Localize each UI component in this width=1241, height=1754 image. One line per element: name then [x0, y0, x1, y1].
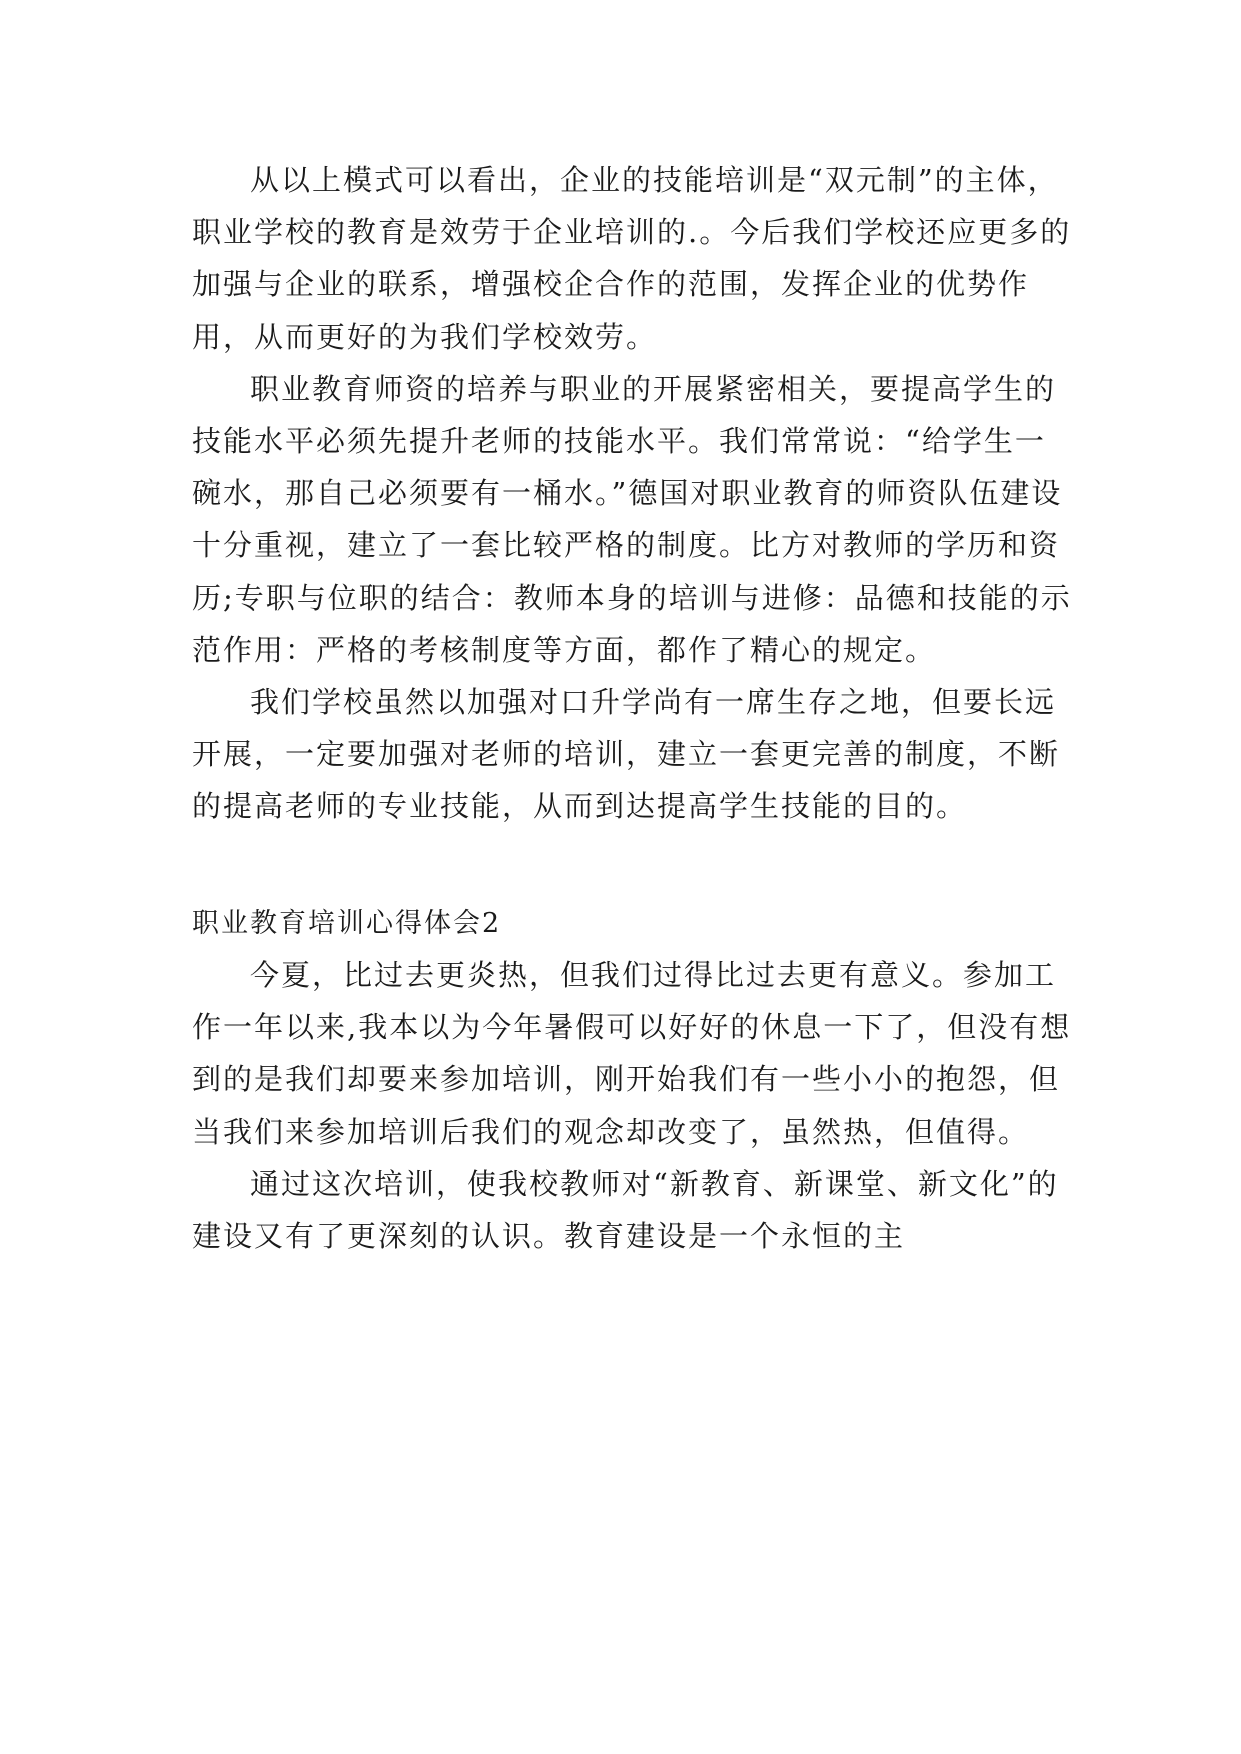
paragraph: 从以上模式可以看出，企业的技能培训是“双元制”的主体，职业学校的教育是效劳于企业培训的.。今后我们学校还应更多的加强与企业的联系，增强校企合作的范围，发挥企业的优势作用，从而更好的为我们学校效劳。	[192, 163, 1072, 354]
paragraph: 通过这次培训，使我校教师对“新教育、新课堂、新文化”的建设又有了更深刻的认识。教育建设是一个永恒的主	[192, 1166, 1059, 1253]
section-1	[192, 154, 1072, 832]
section-2	[192, 900, 1072, 1262]
paragraph: 我们学校虽然以加强对口升学尚有一席生存之地，但要长远开展，一定要加强对老师的培训，建立一套更完善的制度，不断的提高老师的专业技能，从而到达提高学生技能的目的。	[192, 684, 1061, 824]
paragraph: 今夏，比过去更炎热，但我们过得比过去更有意义。参加工作一年以来,我本以为今年暑假可以好好的休息一下了，但没有想到的是我们却要来参加培训，刚开始我们有一些小小的抱怨，但当我们来参加培训后我们的观念却改变了，虽然热，但值得。	[192, 958, 1072, 1149]
document-body	[192, 154, 1072, 1262]
paragraph: 职业教育师资的培养与职业的开展紧密相关，要提高学生的技能水平必须先提升老师的技能水平。我们常常说：“给学生一碗水，那自己必须要有一桶水。”德国对职业教育的师资队伍建设十分重视，建立了一套比较严格的制度。比方对教师的学历和资历;专职与位职的结合：教师本身的培训与进修：品德和技能的示范作用：严格的考核制度等方面，都作了精心的规定。	[192, 371, 1072, 667]
section-heading: 职业教育培训心得体会2	[192, 908, 502, 940]
